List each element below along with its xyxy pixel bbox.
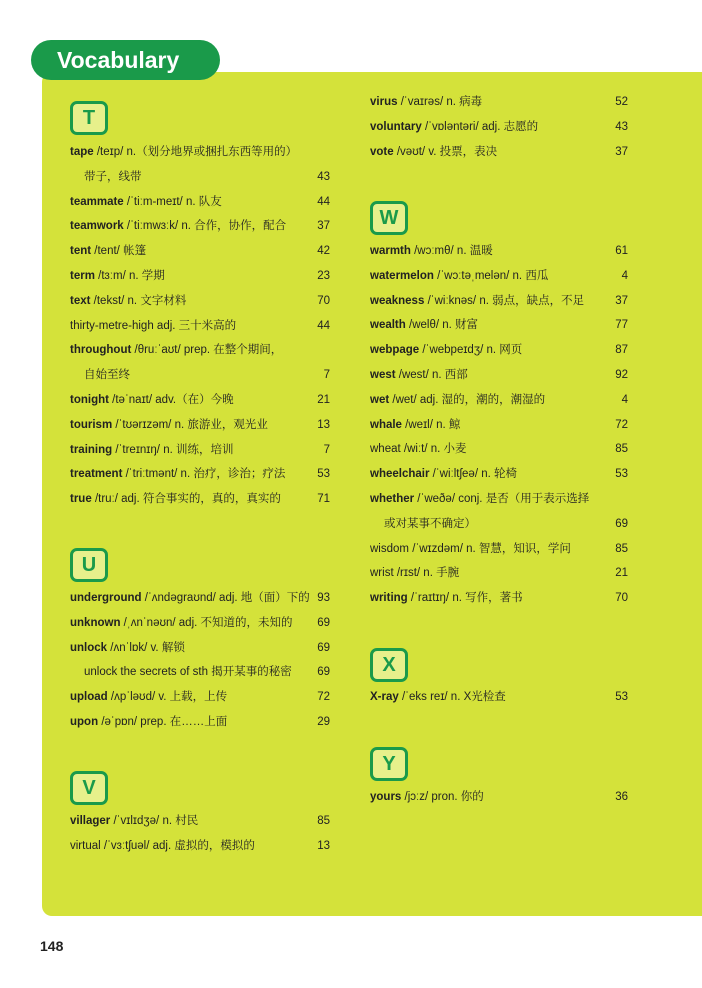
vocab-term: tonight <box>70 394 109 406</box>
vocab-definition: /rɪst/ n. 手腕 <box>396 567 460 580</box>
vocab-term: weakness <box>370 294 425 307</box>
vocab-entry <box>70 191 330 213</box>
vocabulary-title: Vocabulary <box>31 40 220 80</box>
vocab-entry <box>70 637 330 659</box>
vocab-page-ref: 71 <box>317 493 330 506</box>
vocab-page-ref: 37 <box>317 220 330 233</box>
vocab-entry <box>70 141 330 163</box>
vocab-page-ref: 21 <box>317 394 330 406</box>
vocab-term: wrist <box>370 567 394 580</box>
vocab-term: treatment <box>70 468 123 481</box>
section-letter-y: Y <box>370 747 408 781</box>
section-letter-w: W <box>370 201 408 235</box>
vocab-page-ref: 53 <box>615 468 628 481</box>
vocab-term: X-ray <box>370 691 399 703</box>
vocab-definition: /ˈvɒləntəri/ adj. 志愿的 <box>424 120 539 133</box>
vocab-entry <box>370 91 628 113</box>
vocab-page-ref: 53 <box>615 691 628 703</box>
vocab-term: voluntary <box>370 120 422 133</box>
vocab-entry <box>70 835 330 857</box>
vocab-definition: /welθ/ n. 财富 <box>409 319 479 332</box>
vocab-entry <box>370 562 628 584</box>
vocab-term: writing <box>370 592 408 605</box>
vocab-page-ref: 43 <box>615 120 628 133</box>
vocab-term: wet <box>370 393 390 406</box>
vocab-definition: /əˈpɒn/ prep. 在……上面 <box>101 716 228 728</box>
vocab-entry <box>370 786 628 808</box>
vocab-entry <box>70 166 330 188</box>
vocab-entry <box>70 488 330 510</box>
section-letter-v: V <box>70 771 108 805</box>
vocab-entry <box>70 215 330 237</box>
vocab-term: whether <box>370 493 415 505</box>
vocab-entry <box>70 810 330 832</box>
vocab-entry <box>70 315 330 337</box>
vocab-page-ref: 61 <box>615 245 628 257</box>
vocab-page-ref: 7 <box>323 369 330 382</box>
vocab-term: tent <box>70 245 92 258</box>
vocab-page-ref: 29 <box>317 716 330 728</box>
vocab-term: west <box>370 369 396 381</box>
vocab-entry <box>370 414 628 436</box>
vocab-term: webpage <box>370 344 420 357</box>
vocab-definition: /west/ n. 西部 <box>398 369 468 381</box>
vocab-term: unknown <box>70 616 121 629</box>
vocab-definition: /tɜːm/ n. 学期 <box>98 270 165 282</box>
vocab-page-ref: 4 <box>621 393 628 406</box>
vocab-entry <box>70 661 330 683</box>
vocab-entry <box>370 116 628 138</box>
page-number: 148 <box>40 938 64 954</box>
vocab-term: term <box>70 270 95 282</box>
vocab-entry <box>70 612 330 634</box>
vocab-entry <box>70 290 330 312</box>
vocab-definition: /truː/ adj. 符合事实的，真的，真实的 <box>94 493 281 506</box>
vocab-term: tape <box>70 146 94 158</box>
vocab-entry <box>370 141 628 163</box>
vocab-page-ref: 44 <box>317 195 330 208</box>
vocab-definition: /wet/ adj. 湿的，潮的，潮湿的 <box>392 393 546 406</box>
vocab-entry <box>370 364 628 386</box>
vocab-entry <box>370 538 628 560</box>
vocab-definition: /tekst/ n. 文字材料 <box>93 294 187 307</box>
vocab-entry <box>70 389 330 411</box>
vocab-entry <box>370 339 628 361</box>
vocab-definition: unlock the secrets of sth 揭开某事的秘密 <box>84 666 292 679</box>
vocab-page-ref: 7 <box>323 443 330 456</box>
vocab-definition: /ˈwiːltʃeə/ n. 轮椅 <box>432 468 518 481</box>
vocab-entry <box>70 339 330 361</box>
vocab-term: watermelon <box>370 269 434 282</box>
vocab-page-ref: 37 <box>615 294 628 307</box>
vocab-term: wheelchair <box>370 468 430 481</box>
vocab-term: whale <box>370 418 402 431</box>
vocab-term: villager <box>70 815 111 827</box>
vocab-definition: /tent/ 帐篷 <box>94 245 147 258</box>
vocab-definition: 带子，线带 <box>84 170 142 183</box>
vocab-term: text <box>70 294 91 307</box>
vocab-entry <box>70 711 330 733</box>
vocab-definition: /ˈvɜːtʃuəl/ adj. 虚拟的，模拟的 <box>103 839 255 852</box>
vocab-definition: /ˈraɪtɪŋ/ n. 写作，著书 <box>410 592 523 605</box>
vocab-entry <box>370 438 628 460</box>
vocab-term: virus <box>370 96 398 108</box>
vocab-entry <box>70 414 330 436</box>
vocab-definition: /weɪl/ n. 鲸 <box>405 418 461 431</box>
vocab-entry <box>370 463 628 485</box>
vocab-entry <box>370 389 628 411</box>
vocab-page-ref: 69 <box>615 517 628 530</box>
vocab-definition: /ˈwiːknəs/ n. 弱点，缺点，不足 <box>427 294 585 307</box>
vocab-entry <box>70 240 330 262</box>
vocab-term: upon <box>70 716 99 728</box>
vocab-definition: /ˈtiːmwɜːk/ n. 合作，协作，配合 <box>126 220 287 233</box>
vocab-term: teammate <box>70 195 124 208</box>
vocab-page-ref: 44 <box>317 319 330 332</box>
vocab-entry <box>370 513 628 535</box>
vocab-page-ref: 70 <box>615 592 628 605</box>
vocab-definition: /ˈvaɪrəs/ n. 病毒 <box>400 96 483 108</box>
vocab-entry <box>370 686 628 708</box>
vocab-page-ref: 85 <box>317 815 330 827</box>
vocab-entry <box>70 364 330 386</box>
vocab-definition: /wiːt/ n. 小麦 <box>403 443 467 456</box>
vocab-definition: /təˈnaɪt/ adv.（在）今晚 <box>112 394 234 406</box>
vocab-term: throughout <box>70 344 132 357</box>
section-letter-u: U <box>70 548 108 582</box>
vocab-entry <box>370 314 628 336</box>
vocab-page-ref: 52 <box>615 96 628 108</box>
vocab-page-ref: 13 <box>317 418 330 431</box>
vocab-term: thirty-metre-high <box>70 319 154 332</box>
section-letter-x: X <box>370 648 408 682</box>
vocab-definition: /θruːˈaʊt/ prep. 在整个期间， <box>134 344 283 357</box>
vocab-page-ref: 36 <box>615 791 628 803</box>
vocab-page-ref: 85 <box>615 542 628 555</box>
vocab-definition: /ˈvɪlɪdʒə/ n. 村民 <box>113 815 199 827</box>
vocab-entry <box>370 240 628 262</box>
vocab-entry <box>370 265 628 287</box>
vocab-definition: /ˌʌnˈnəʊn/ adj. 不知道的，未知的 <box>123 616 293 629</box>
vocab-page-ref: 77 <box>615 319 628 332</box>
vocab-term: training <box>70 443 113 456</box>
vocab-page-ref: 93 <box>317 592 330 604</box>
vocab-page-ref: 72 <box>317 691 330 704</box>
vocab-term: upload <box>70 691 108 704</box>
vocab-definition: /ˈeks reɪ/ n. X光检查 <box>401 691 506 703</box>
vocab-definition: /ˈtriːtmənt/ n. 治疗，诊治；疗法 <box>125 468 286 481</box>
vocab-page-ref: 87 <box>615 344 628 357</box>
vocab-definition: adj. 三十米高的 <box>156 319 237 332</box>
vocab-term: true <box>70 493 92 506</box>
vocab-definition: /ˈwɔːtəˌmelən/ n. 西瓜 <box>437 269 549 282</box>
vocab-definition: /ʌnˈlɒk/ v. 解锁 <box>110 641 185 654</box>
vocab-definition: /teɪp/ n.（划分地界或捆扎东西等用的） <box>96 146 298 158</box>
vocab-page-ref: 4 <box>621 269 628 282</box>
vocab-term: tourism <box>70 418 113 431</box>
vocab-definition: /wɔːmθ/ n. 温暖 <box>414 245 493 257</box>
vocab-page-ref: 69 <box>317 641 330 654</box>
vocab-definition: 或对某事不确定） <box>384 517 476 530</box>
vocab-page-ref: 42 <box>317 245 330 258</box>
vocab-term: warmth <box>370 245 411 257</box>
vocab-page-ref: 21 <box>615 567 628 580</box>
vocab-term: unlock <box>70 641 108 654</box>
vocab-definition: /vəʊt/ v. 投票，表决 <box>396 145 498 158</box>
vocab-definition: /ˈtʊərɪzəm/ n. 旅游业，观光业 <box>115 418 268 431</box>
vocab-page-ref: 23 <box>317 270 330 282</box>
vocab-term: virtual <box>70 839 101 852</box>
vocab-page-ref: 69 <box>317 666 330 679</box>
vocab-definition: /ˈweðə/ conj. 是否（用于表示选择 <box>417 493 590 505</box>
section-letter-t: T <box>70 101 108 135</box>
vocab-definition: /ˈwebpeɪdʒ/ n. 网页 <box>422 344 523 357</box>
vocab-entry <box>70 686 330 708</box>
vocab-page-ref: 85 <box>615 443 628 456</box>
vocab-page-ref: 69 <box>317 616 330 629</box>
vocab-definition: /ˈtiːm-meɪt/ n. 队友 <box>126 195 222 208</box>
vocab-definition: /ˈtreɪnɪŋ/ n. 训练，培训 <box>115 443 234 456</box>
vocab-term: vote <box>370 145 394 158</box>
vocab-page-ref: 72 <box>615 418 628 431</box>
vocab-term: wheat <box>370 443 401 456</box>
vocab-page-ref: 37 <box>615 145 628 158</box>
vocab-page-ref: 53 <box>317 468 330 481</box>
vocab-entry <box>370 488 628 510</box>
vocab-term: wisdom <box>370 542 409 555</box>
vocab-page-ref: 70 <box>317 294 330 307</box>
vocab-page-ref: 13 <box>317 839 330 852</box>
vocab-definition: /ʌpˈləʊd/ v. 上载，上传 <box>110 691 228 704</box>
vocab-definition: 自始至终 <box>84 369 130 382</box>
vocab-entry <box>370 290 628 312</box>
vocab-term: underground <box>70 592 142 604</box>
vocab-definition: /jɔːz/ pron. 你的 <box>404 791 484 803</box>
vocab-definition: /ˈwɪzdəm/ n. 智慧，知识，学问 <box>412 542 571 555</box>
vocab-definition: /ˈʌndəgraʊnd/ adj. 地（面）下的 <box>144 592 310 604</box>
vocab-entry <box>70 439 330 461</box>
vocab-term: yours <box>370 791 402 803</box>
vocab-term: teamwork <box>70 220 124 233</box>
vocab-term: wealth <box>370 319 406 332</box>
vocab-entry <box>70 463 330 485</box>
vocab-page-ref: 43 <box>317 170 330 183</box>
vocab-page-ref: 92 <box>615 369 628 381</box>
vocab-entry <box>70 587 330 609</box>
vocab-entry <box>370 587 628 609</box>
vocab-entry <box>70 265 330 287</box>
